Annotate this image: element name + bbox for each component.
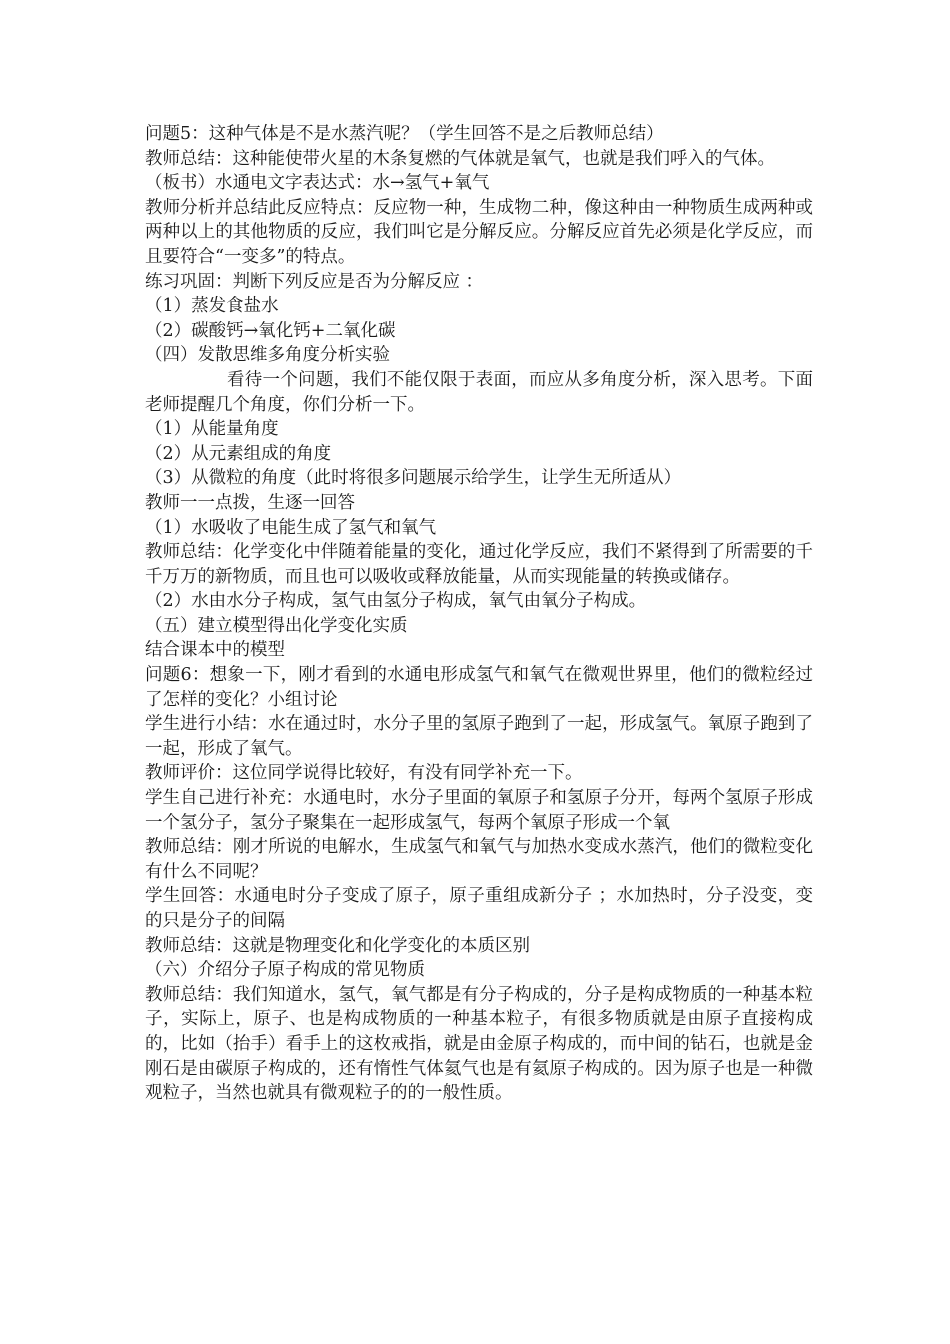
paragraph: 结合课本中的模型: [145, 640, 285, 661]
paragraph: 教师总结：化学变化中伴随着能量的变化，通过化学反应，我们不紧得到了所需要的千千万万的新物质，而且也可以吸收或释放能量，从而实现能量的转换或储存。: [145, 542, 813, 587]
paragraph: 学生自己进行补充：水通电时，水分子里面的氧原子和氢原子分开，每两个氢原子形成一个氢分子，氢分子聚集在一起形成氢气，每两个氧原子形成一个氧: [145, 788, 813, 833]
document-body: [145, 122, 813, 1106]
paragraph: （五）建立模型得出化学变化实质: [145, 615, 408, 636]
paragraph: 教师总结：我们知道水，氢气，氧气都是有分子构成的，分子是构成物质的一种基本粒子，实际上，原子、也是构成物质的一种基本粒子，有很多物质就是由原子直接构成的，比如（抬手）看手上的这枚戒指，就是由金原子构成的，而中间的钻石，也就是金刚石是由碳原子构成的，还有惰性气体氦气也是有氦原子构成的。因为原子也是一种微观粒子，当然也就具有微观粒子的的一般性质。: [145, 984, 813, 1104]
paragraph: （2）从元素组成的角度: [145, 443, 332, 464]
paragraph: 练习巩固：判断下列反应是否为分解反应 ：: [145, 271, 484, 292]
paragraph: 教师总结：刚才所说的电解水，生成氢气和氧气与加热水变成水蒸汽，他们的微粒变化有什么不同呢？: [145, 837, 813, 882]
paragraph: 问题6：想象一下，刚才看到的水通电形成氢气和氧气在微观世界里，他们的微粒经过了怎样的变化？小组讨论: [145, 665, 813, 710]
paragraph: （3）从微粒的角度（此时将很多问题展示给学生，让学生无所适从）: [145, 468, 682, 489]
paragraph: 学生回答：水通电时分子变成了原子，原子重组成新分子 ；水加热时，分子没变，变的只是分子的间隔: [145, 886, 813, 931]
paragraph: （1）蒸发食盐水: [145, 296, 279, 317]
paragraph: （1）从能量角度: [145, 419, 279, 440]
paragraph: 教师一一点拨，生逐一回答: [145, 492, 355, 513]
paragraph: 学生进行小结：水在通过时，水分子里的氢原子跑到了一起，形成氢气。氧原子跑到了一起，形成了氧气。: [145, 714, 813, 759]
paragraph: 教师总结：这就是物理变化和化学变化的本质区别: [145, 935, 530, 956]
paragraph: （六）介绍分子原子构成的常见物质: [145, 960, 425, 981]
paragraph: 问题5：这种气体是不是水蒸汽呢？（学生回答不是之后教师总结）: [145, 124, 664, 144]
paragraph: 看待一个问题，我们不能仅限于表面，而应从多角度分析，深入思考。下面老师提醒几个角度，你们分析一下。: [145, 369, 813, 415]
paragraph: （2）碳酸钙→氧化钙+二氧化碳: [145, 320, 396, 341]
paragraph: （板书）水通电文字表达式：水→氢气+氧气: [145, 173, 490, 194]
paragraph: （2）水由水分子构成，氢气由氢分子构成，氧气由氧分子构成。: [145, 591, 647, 612]
paragraph: （1）水吸收了电能生成了氢气和氧气: [145, 517, 437, 538]
paragraph: （四）发散思维多角度分析实验: [145, 345, 390, 366]
paragraph: 教师总结：这种能使带火星的木条复燃的气体就是氧气，也就是我们呼入的气体。: [145, 148, 775, 169]
paragraph: 教师分析并总结此反应特点：反应物一种，生成物二种，像这种由一种物质生成两种或两种以上的其他物质的反应，我们叫它是分解反应。分解反应首先必须是化学反应，而且要符合“一变多”的特点。: [145, 197, 813, 267]
paragraph: 教师评价：这位同学说得比较好，有没有同学补充一下。: [145, 763, 583, 784]
